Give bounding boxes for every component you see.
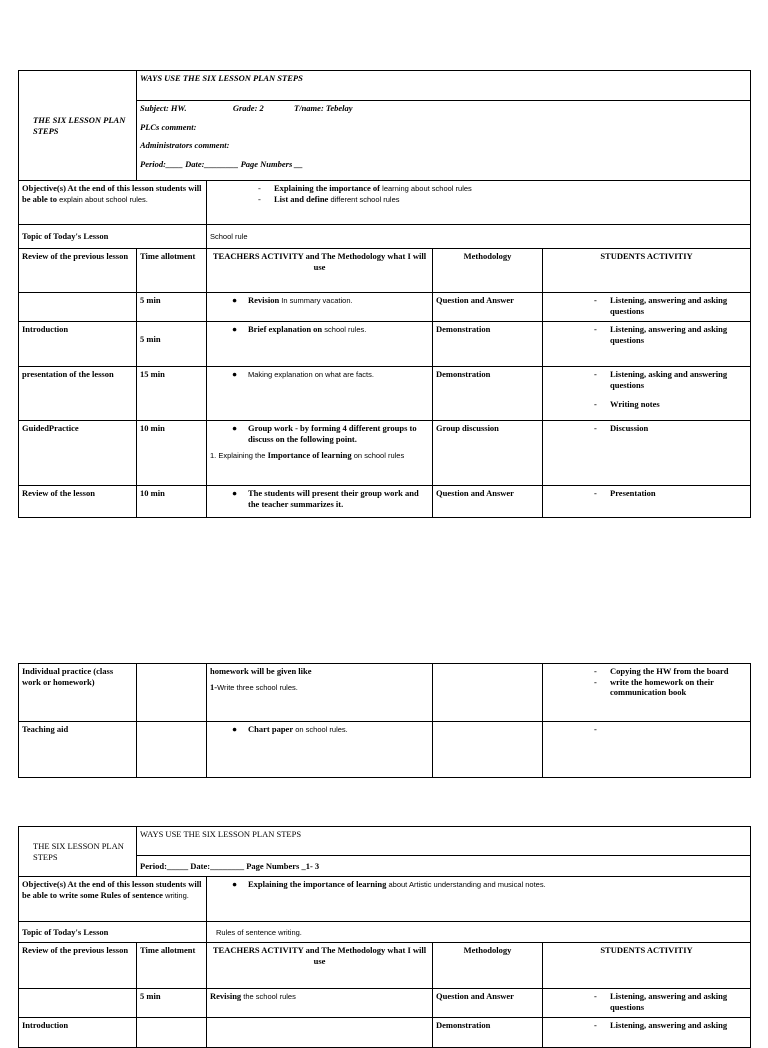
step-cell: Introduction xyxy=(19,1018,137,1048)
period-line: Period:_____ Date:________ Page Numbers _1- 3 xyxy=(137,856,751,877)
subject-label: Subject: HW. xyxy=(140,103,187,113)
topic-label: Topic of Today's Lesson xyxy=(19,922,207,943)
plan-title: THE SIX LESSON PLAN STEPS xyxy=(33,114,126,136)
student-activity-cell: - Presentation xyxy=(543,486,751,518)
table-row xyxy=(19,367,751,421)
teacher-activity-cell: ● Group work - by forming 4 different groups to discuss on the following point. 1. Explaining the Importance of learning on school rules xyxy=(207,421,433,486)
method-cell: Question and Answer xyxy=(433,989,543,1018)
student-activity-cell: - Listening, answering and asking questions xyxy=(543,322,751,367)
lesson-plan-table-1 xyxy=(18,70,751,518)
teacher-activity-cell: ● The students will present their group work and the teacher summarizes it. xyxy=(207,486,433,518)
student-activity-cell: - Listening, answering and asking questions xyxy=(543,989,751,1018)
method-cell: Question and Answer xyxy=(433,486,543,518)
student-activity-cell: - xyxy=(543,722,751,778)
header-time: Time allotment xyxy=(137,943,207,989)
step-cell xyxy=(19,293,137,322)
table-row xyxy=(19,421,751,486)
period-line: Period:____ Date:________ Page Numbers __ xyxy=(140,158,303,169)
objectives-cell xyxy=(207,181,751,225)
admin-comment: Administrators comment: xyxy=(140,140,230,151)
teacher-activity-cell: ● Making explanation on what are facts. xyxy=(207,367,433,421)
teacher-activity-cell: homework will be given like 1-Write three school rules. xyxy=(207,664,433,722)
student-activity-cell: - Listening, answering and asking questions xyxy=(543,293,751,322)
topic-value: Rules of sentence writing. xyxy=(216,927,302,937)
time-cell: 5 min xyxy=(137,322,207,367)
objective-item: - Explaining the importance of learning about school rules xyxy=(258,183,472,193)
plan-subtitle-cell xyxy=(137,71,751,101)
objective-item: - List and define different school rules xyxy=(258,193,400,204)
method-cell: Demonstration xyxy=(433,1018,543,1048)
objective-label-tail: explain about school rules. xyxy=(59,194,148,204)
lesson-plan-table-3 xyxy=(18,826,751,1048)
student-activity-cell: - Discussion xyxy=(543,421,751,486)
student-activity-cell: - Listening, answering and asking xyxy=(543,1018,751,1048)
student-activity-cell: - Copying the HW from the board - write the homework on their communication book xyxy=(543,664,751,722)
header-methodology: Methodology xyxy=(433,943,543,989)
header-time: Time allotment xyxy=(137,249,207,293)
method-cell: Demonstration xyxy=(433,367,543,421)
header-previous-lesson: Review of the previous lesson xyxy=(19,249,137,293)
objective-label-cell xyxy=(19,877,207,922)
header-teacher-activity: TEACHERS ACTIVITY and The Methodology what I will use xyxy=(207,943,433,989)
objective-label: Objective(s) At the end of this lesson students will be able to xyxy=(22,183,202,204)
lesson-plan-table-2 xyxy=(18,663,751,778)
topic-value-cell xyxy=(207,225,751,249)
step-cell xyxy=(19,989,137,1018)
objectives-cell: ● Explaining the importance of learning about Artistic understanding and musical notes. xyxy=(207,877,751,922)
plan-subtitle: WAYS USE THE SIX LESSON PLAN STEPS xyxy=(140,73,303,83)
step-cell: Review of the lesson xyxy=(19,486,137,518)
step-cell: presentation of the lesson xyxy=(19,367,137,421)
time-cell: 5 min xyxy=(137,989,207,1018)
teacher-activity-cell: ● Chart paper on school rules. xyxy=(207,722,433,778)
topic-label: Topic of Today's Lesson xyxy=(19,225,207,249)
objective-label: Objective(s) At the end of this lesson students will be able to write some Rules of sentence xyxy=(22,879,202,900)
objective-label-tail: writing. xyxy=(165,890,189,900)
teacher-name: T/name: Tebelay xyxy=(294,103,353,113)
topic-value-cell xyxy=(207,922,751,943)
table-row xyxy=(19,664,751,722)
teacher-activity-cell: ● Revision In summary vacation. xyxy=(207,293,433,322)
grade-label: Grade: 2 xyxy=(232,103,264,113)
objective-label-cell xyxy=(19,181,207,225)
teacher-activity-cell: Revising the school rules xyxy=(207,989,433,1018)
time-cell: 10 min xyxy=(137,486,207,518)
method-cell: Group discussion xyxy=(433,421,543,486)
step-cell: Teaching aid xyxy=(19,722,137,778)
header-previous-lesson: Review of the previous lesson xyxy=(19,943,137,989)
topic-value: School rule xyxy=(210,232,248,242)
plan-title: THE SIX LESSON PLAN STEPS xyxy=(33,840,124,862)
header-methodology: Methodology xyxy=(433,249,543,293)
time-cell: 10 min xyxy=(137,421,207,486)
method-cell xyxy=(433,664,543,722)
table-row xyxy=(19,1018,751,1048)
table-row xyxy=(19,722,751,778)
table-row xyxy=(19,322,751,367)
table-row xyxy=(19,486,751,518)
teacher-activity-cell xyxy=(207,1018,433,1048)
plan-header-info xyxy=(137,101,751,181)
plan-subtitle: WAYS USE THE SIX LESSON PLAN STEPS xyxy=(140,829,302,839)
time-cell xyxy=(137,664,207,722)
time-cell: 15 min xyxy=(137,367,207,421)
table-row xyxy=(19,989,751,1018)
header-students-activity: STUDENTS ACTIVITIY xyxy=(543,943,751,989)
plcs-comment: PLCs comment: xyxy=(140,121,197,132)
header-teacher-activity: TEACHERS ACTIVITY and The Methodology what I will use xyxy=(207,249,433,293)
teacher-activity-cell: ● Brief explanation on school rules. xyxy=(207,322,433,367)
plan-subtitle-cell xyxy=(137,827,751,856)
method-cell: Question and Answer xyxy=(433,293,543,322)
plan-title-cell xyxy=(19,827,137,877)
step-cell: GuidedPractice xyxy=(19,421,137,486)
step-cell: Individual practice (class work or homework) xyxy=(19,664,137,722)
student-activity-cell: - Listening, asking and answering questions - Writing notes xyxy=(543,367,751,421)
time-cell xyxy=(137,722,207,778)
step-cell: Introduction xyxy=(19,322,137,367)
method-cell: Demonstration xyxy=(433,322,543,367)
method-cell xyxy=(433,722,543,778)
plan-title-cell xyxy=(19,71,137,181)
table-row xyxy=(19,293,751,322)
time-cell xyxy=(137,1018,207,1048)
header-students-activity: STUDENTS ACTIVITIY xyxy=(543,249,751,293)
time-cell: 5 min xyxy=(137,293,207,322)
